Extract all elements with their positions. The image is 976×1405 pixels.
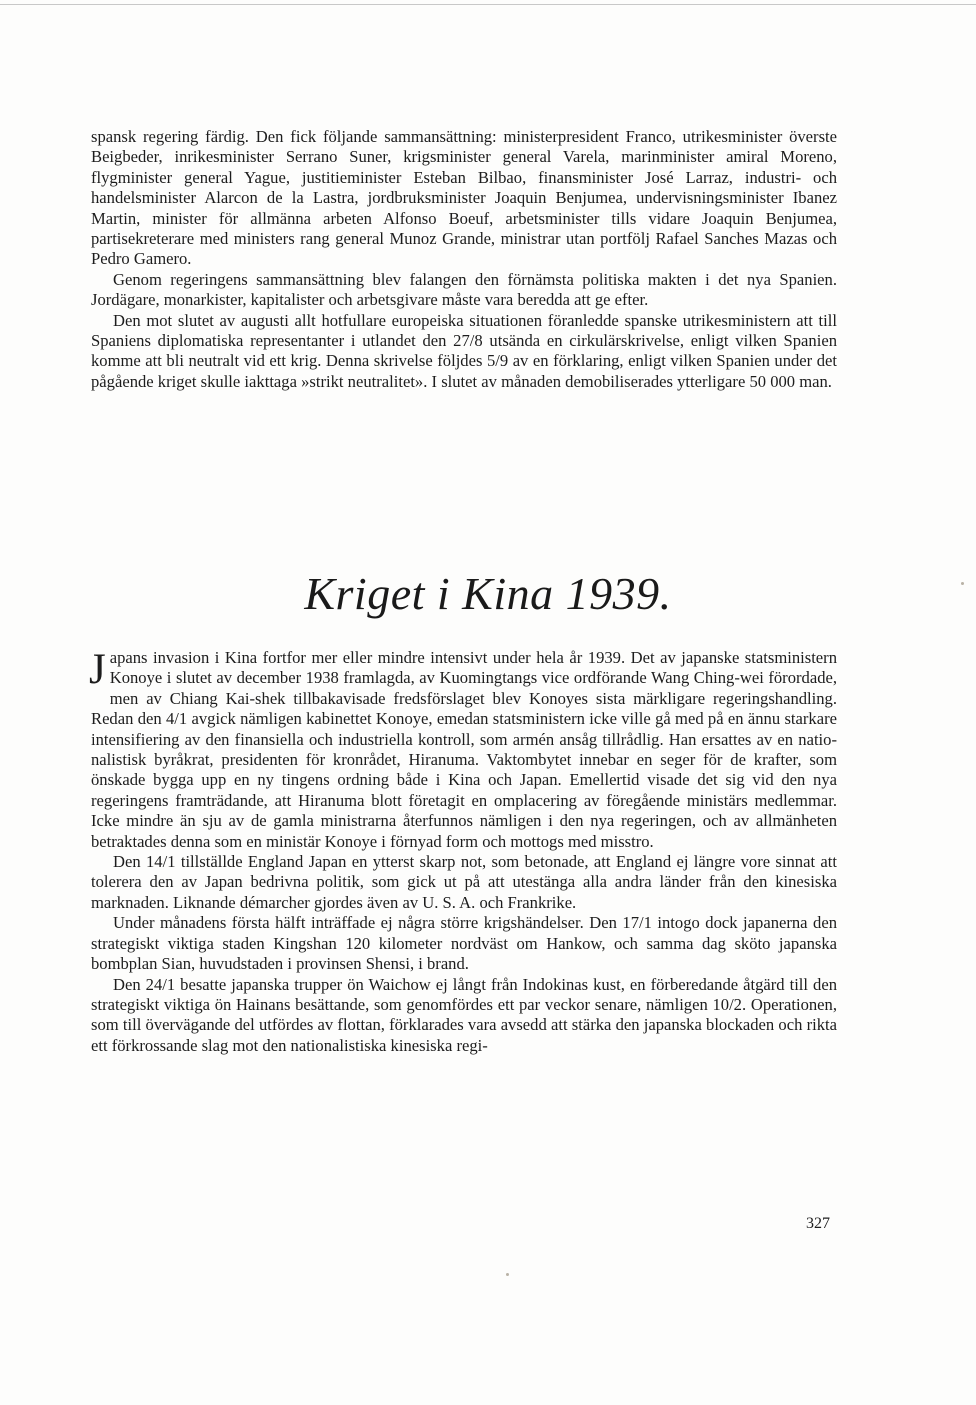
paragraph-japan-invasion xyxy=(91,648,837,852)
spain-section xyxy=(91,127,837,392)
paper-speck xyxy=(961,582,964,585)
page-number: 327 xyxy=(806,1215,830,1232)
paragraph-falangen: Genom regeringens sammansättning blev falangen den förnämsta politiska makten i det nya Spanien. Jordägare, monarkister, kapitalister och arbetsgivare måste vara beredda att ge efter. xyxy=(91,269,837,310)
paper-speck xyxy=(506,1273,509,1276)
page-top-edge xyxy=(0,4,976,5)
paragraph-japan-invasion-text: apans invasion i Kina fortfor mer eller mindre intensivt under hela år 1939. Det av japanske statsministern Konoye i slutet av december 1938 framlagda, av Kuomingtangs vice ordförande Wang Ching-wei förordade, men av Chiang Kai-shek tillbakavisade fredsförslaget blev Konoyes sista märkligare regeringshandling. Redan den 4/1 avgick nämligen kabinettet Konoye, emedan statsministern icke ville gå med på en ännu starkare intensifiering av den finansiella och industriella kontroll, som armén ansåg tillrådlig. Han ersattes av en nationalistisk byråkrat, presidenten för kronrådet, Hiranuma. Vaktombytet innebar en seger för de krafter, som önskade bygga upp en ny tingens ordning både i Kina och Japan. Emellertid visade det sig vid den nya regeringens framträdande, att Hiranuma blott företagit en omplacering av föregående ministärs medlemmar. Icke mindre än sju av de gamla ministrarna återfunnos nämligen i den nya regeringen, och av allmänheten betraktades denna som en ministär Konoye i förnyad form och mottogs med misstro. xyxy=(91,648,837,851)
china-war-section xyxy=(91,648,837,1056)
paragraph-england-note: Den 14/1 tillställde England Japan en ytterst skarp not, som betonade, att England ej längre vore sinnat att tolerera den av Japan bedrivna politik, som gick ut på att utestänga alla andra länder från den kinesiska marknaden. Liknande démarcher gjordes även av U. S. A. och Frankrike. xyxy=(91,852,837,912)
paragraph-spain-government: spansk regering färdig. Den fick följande sammansättning: ministerpresident Franco, utrikesminister överste Beigbeder, inrikesminister Serrano Suner, krigsminister general Varela, marinminister amiral Moreno, flygminister general Yague, justitieminister Esteban Bilbao, finansminister José Larraz, industri- och handelsminister Alarcon de la Lastra, jordbruksminister Joaquin Benjumea, undervisningsminister Ibanez Martin, minister för allmänna arbeten Alfonso Boeuf, arbetsminister tills vidare Joaquin Benjumea, partisekreterare med ministers rang general Munoz Grande, ministrar utan portfölj Rafael Sanches Mazas och Pedro Gamero. xyxy=(91,127,837,269)
paragraph-neutrality: Den mot slutet av augusti allt hotfullare europeiska situationen föranledde spanske utrikesministern att till Spaniens diplomatiska representanter i utlandet den 27/8 utsända en cirkulärskrivelse, enligt vilken Spanien komme att bli neutralt vid ett krig. Denna skrivelse följdes 5/9 av en förklaring, enligt vilken Spanien under det pågående kriget skulle iakttaga »strikt neutralitet». I slutet av månaden demobiliserades ytterligare 50 000 man. xyxy=(91,310,837,391)
drop-cap: J xyxy=(89,646,106,693)
paragraph-waichow: Den 24/1 besatte japanska trupper ön Waichow ej långt från Indokinas kust, en förberedande åtgärd till den strategiskt viktiga ön Hainans besättande, som genomfördes ett par veckor senare, nämligen 10/2. Operationen, som till övervägande del utfördes av flottan, förklarades vara avsedd att stärka den japanska blockaden och rikta ett förkrossande slag mot den nationalistiska kinesiska regi- xyxy=(91,974,837,1055)
paragraph-kingshan: Under månadens första hälft inträffade ej några större krigshändelser. Den 17/1 intogo dock japanerna den strategiskt viktiga staden Kingshan 120 kilometer nordväst om Hankow, och samma dag sköto japanska bombplan Sian, huvudstaden i provinsen Shensi, i brand. xyxy=(91,913,837,974)
section-heading: Kriget i Kina 1939. xyxy=(304,568,672,619)
